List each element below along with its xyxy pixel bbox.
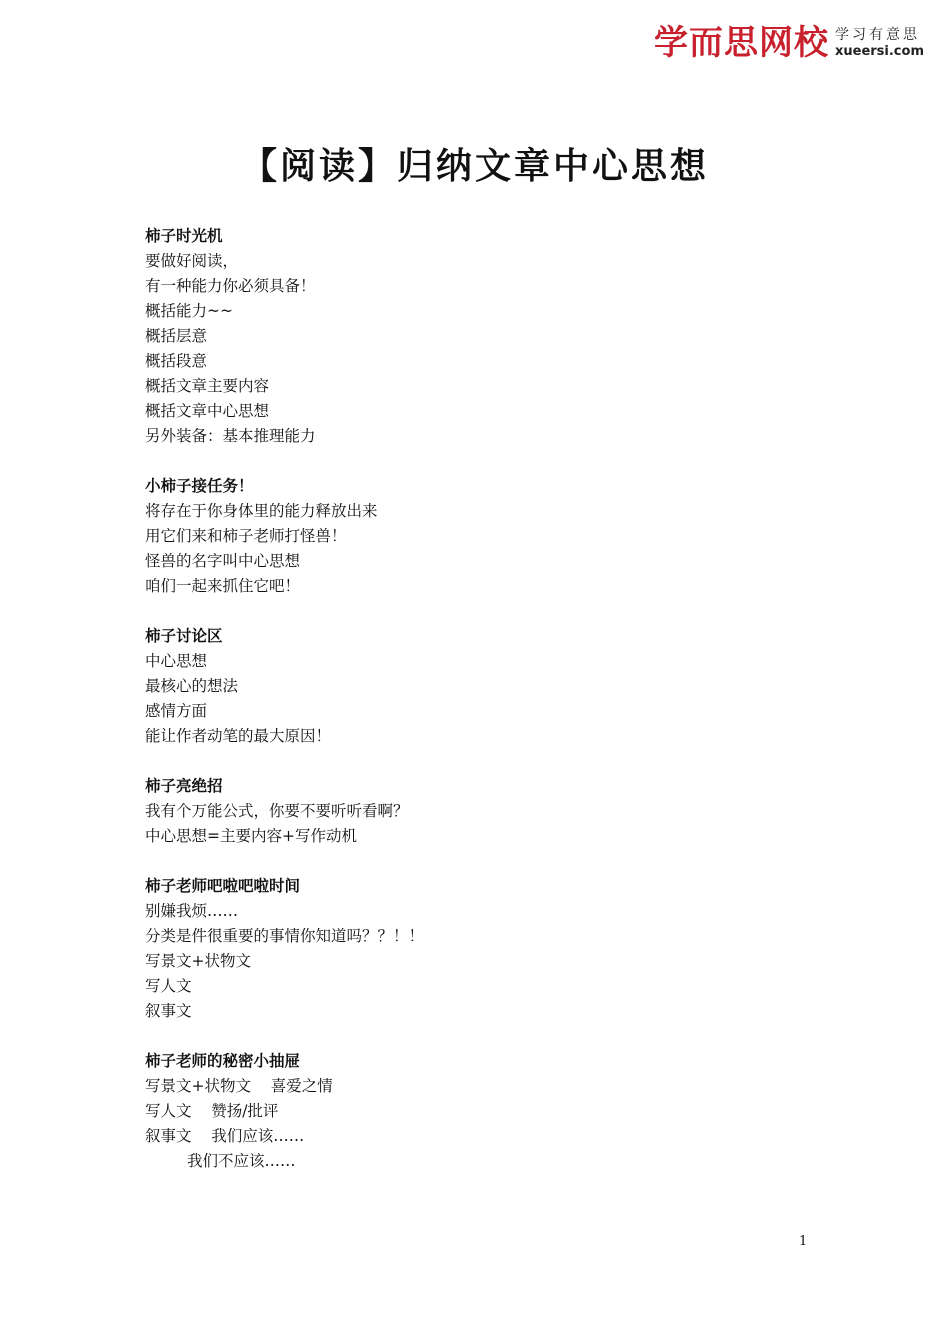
text-line: 别嫌我烦…… xyxy=(145,902,239,920)
text-line: 写景文+状物文 喜爱之情 xyxy=(145,1077,333,1095)
logo-url: xueersi.com xyxy=(834,44,924,59)
text-line: 有一种能力你必须具备！ xyxy=(145,277,316,295)
section-heading: 柿子老师吧啦吧啦时间 xyxy=(145,877,301,895)
page-number: 1 xyxy=(799,1234,808,1249)
text-line: 叙事文 我们应该…… xyxy=(145,1127,305,1145)
section-secret-drawer xyxy=(145,1049,845,1174)
text-line: 用它们来和柿子老师打怪兽！ xyxy=(145,527,347,545)
text-line: 概括文章中心思想 xyxy=(145,402,270,420)
text-line-indented: 我们不应该…… xyxy=(187,1152,296,1170)
section-discussion xyxy=(145,624,845,749)
text-line: 最核心的想法 xyxy=(145,677,239,695)
section-chat-time xyxy=(145,874,845,1024)
text-line: 中心思想 xyxy=(145,652,208,670)
text-line: 概括段意 xyxy=(145,352,208,370)
text-line: 中心思想=主要内容+写作动机 xyxy=(145,827,357,845)
text-line: 咱们一起来抓住它吧！ xyxy=(145,577,301,595)
text-line: 要做好阅读， xyxy=(145,252,239,270)
text-line: 能让作者动笔的最大原因！ xyxy=(145,727,332,745)
section-time-machine xyxy=(145,224,845,449)
text-line: 概括层意 xyxy=(145,327,208,345)
text-line: 写人文 xyxy=(145,977,192,995)
section-heading: 小柿子接任务！ xyxy=(145,477,254,495)
section-heading: 柿子亮绝招 xyxy=(145,777,223,795)
text-line: 怪兽的名字叫中心思想 xyxy=(145,552,301,570)
brand-logo xyxy=(654,18,924,62)
document-body xyxy=(145,224,845,1199)
section-heading: 柿子时光机 xyxy=(145,227,223,245)
text-line: 我有个万能公式，你要不要听听看啊？ xyxy=(145,802,409,820)
text-line: 另外装备：基本推理能力 xyxy=(145,427,316,445)
text-line: 写人文 赞扬/批评 xyxy=(145,1102,279,1120)
text-line: 叙事文 xyxy=(145,1002,192,1020)
section-heading: 柿子老师的秘密小抽屉 xyxy=(145,1052,301,1070)
section-trick xyxy=(145,774,845,849)
document-title: 【阅读】归纳文章中心思想 xyxy=(240,146,709,187)
text-line: 分类是件很重要的事情你知道吗？？！！ xyxy=(145,927,425,945)
text-line: 感情方面 xyxy=(145,702,208,720)
text-line: 概括文章主要内容 xyxy=(145,377,270,395)
text-line: 写景文+状物文 xyxy=(145,952,251,970)
logo-slogan: 学习有意思 xyxy=(834,27,920,43)
section-task xyxy=(145,474,845,599)
section-heading: 柿子讨论区 xyxy=(145,627,223,645)
logo-side xyxy=(835,28,924,62)
text-line: 概括能力~~ xyxy=(145,302,233,320)
text-line: 将存在于你身体里的能力释放出来 xyxy=(145,502,378,520)
logo-text: 学而思网校 xyxy=(653,23,829,63)
